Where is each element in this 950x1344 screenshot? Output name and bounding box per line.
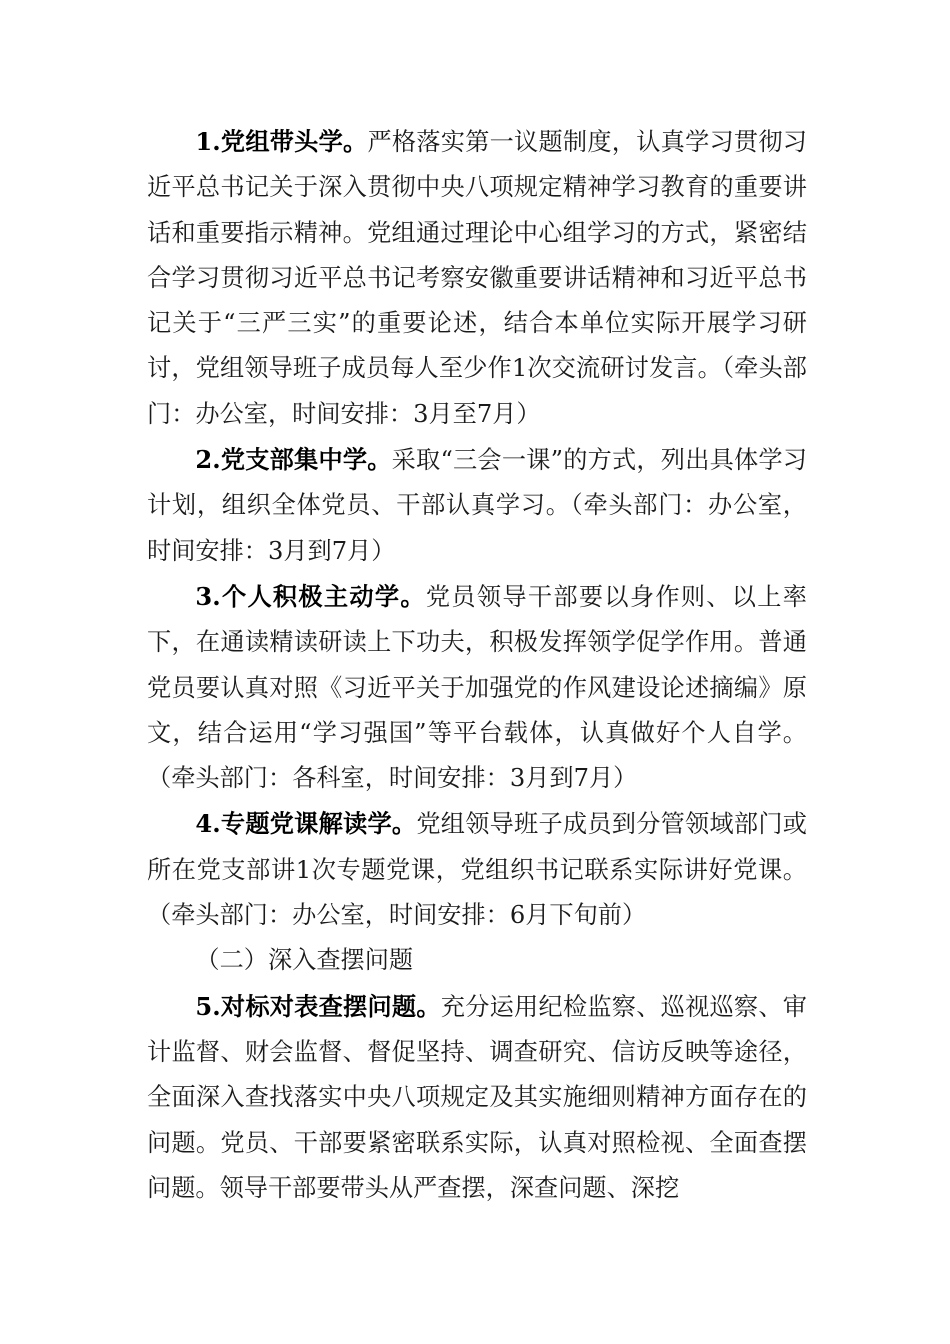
- paragraph-2-heading: 2.党支部集中学。: [195, 445, 392, 475]
- paragraph-4: [147, 801, 807, 938]
- paragraph-3: [147, 574, 807, 801]
- paragraph-4-body: 党组领导班子成员到分管领域部门或所在党支部讲1次专题党课，党组织书记联系实际讲好党课。（牵头部门：办公室，时间安排：6月下旬前）: [147, 810, 807, 930]
- paragraph-5-heading: 5.对标对表查摆问题。: [195, 991, 441, 1021]
- section-heading: （二）深入查摆问题: [195, 946, 414, 975]
- paragraph-2: [147, 437, 807, 574]
- paragraph-3-heading: 3.个人积极主动学。: [195, 581, 426, 611]
- paragraph-2-body: 采取“三会一课”的方式，列出具体学习计划，组织全体党员、干部认真学习。（牵头部门：办公室，时间安排：3月到7月）: [147, 446, 807, 565]
- paragraph-1-body: 严格落实第一议题制度，认真学习贯彻习近平总书记关于深入贯彻中央八项规定精神学习教育的重要讲话和重要指示精神。党组通过理论中心组学习的方式，紧密结合学习贯彻习近平总书记考察安徽重要讲话精神和习近平总书记关于“三严三实”的重要论述，结合本单位实际开展学习研讨，党组领导班子成员每人至少作1次交流研讨发言。（牵头部门：办公室，时间安排：3月至7月）: [147, 128, 807, 428]
- paragraph-1-heading: 1.党组带头学。: [195, 127, 368, 156]
- paragraph-5: [147, 984, 807, 1211]
- paragraph-3-body: 党员领导干部要以身作则、以上率下，在通读精读研读上下功夫，积极发挥领学促学作用。普通党员要认真对照《习近平关于加强党的作风建设论述摘编》原文，结合运用“学习强国”等平台载体，认真做好个人自学。（牵头部门：各科室，时间安排：3月到7月）: [147, 582, 807, 793]
- paragraph-4-heading: 4.专题党课解读学。: [195, 809, 417, 839]
- document-page: [147, 119, 807, 1211]
- paragraph-5-body: 充分运用纪检监察、巡视巡察、审计监督、财会监督、督促坚持、调查研究、信访反映等途径，全面深入查找落实中央八项规定及其实施细则精神方面存在的问题。党员、干部要紧密联系实际，认真对照检视、全面查摆问题。领导干部要带头从严查摆，深查问题、深挖: [147, 992, 807, 1202]
- paragraph-1: [147, 119, 807, 437]
